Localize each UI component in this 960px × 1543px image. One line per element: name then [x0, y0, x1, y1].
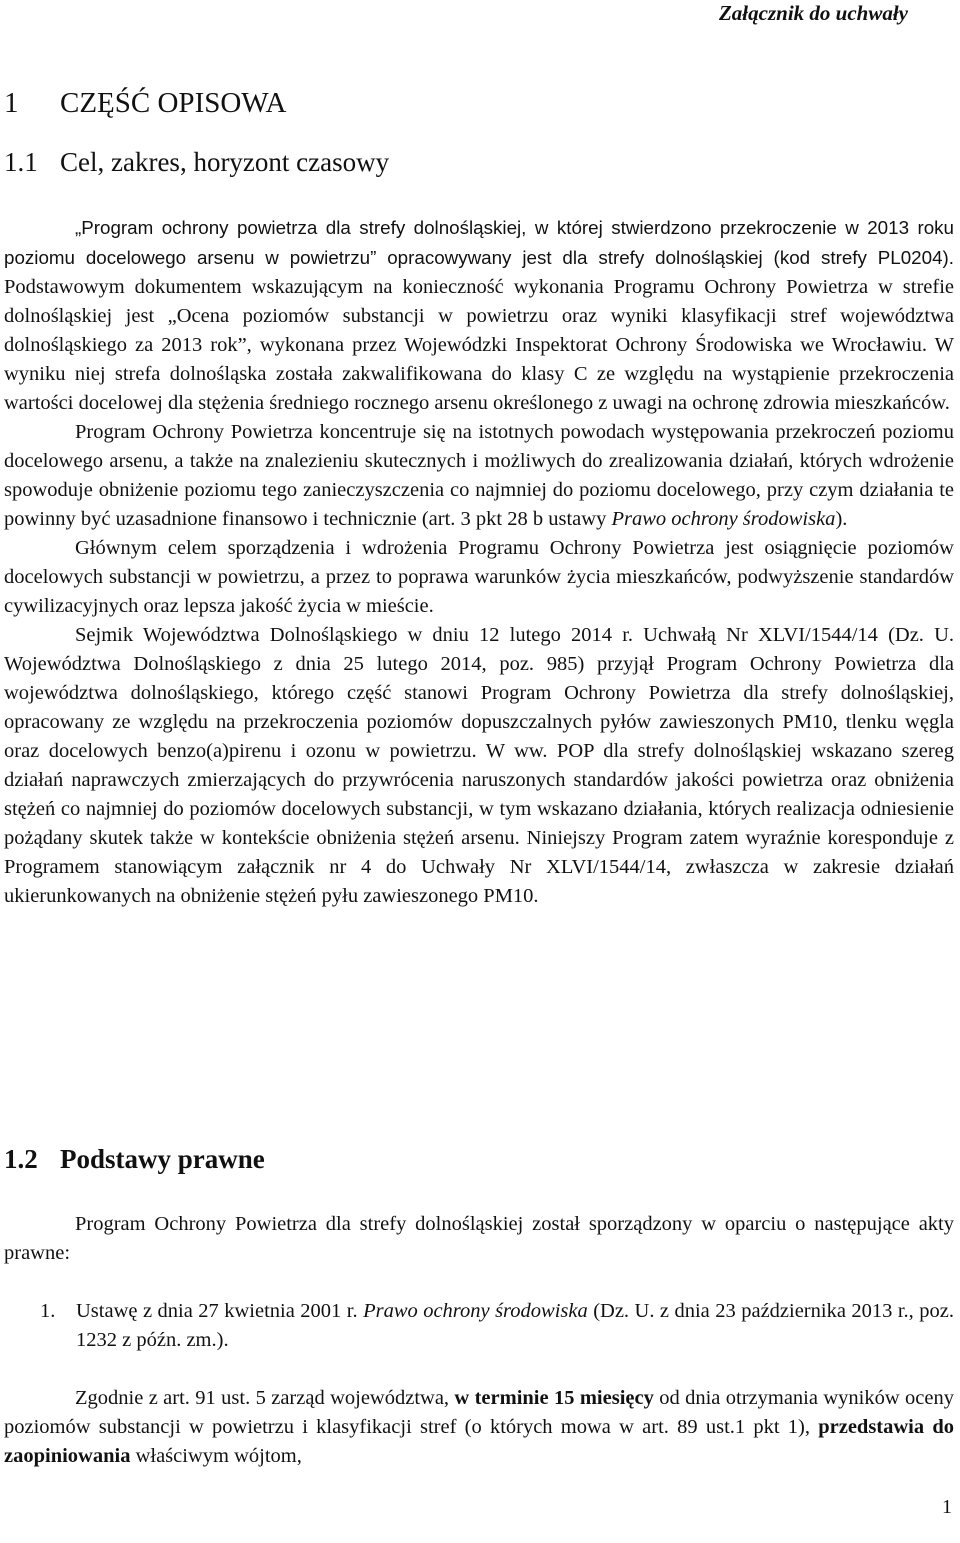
paragraph-4: Sejmik Województwa Dolnośląskiego w dniu 12 lutego 2014 r. Uchwałą Nr XLVI/1544/14 (Dz. U. Województwa Dolnośląskiego z dnia 25 lutego 2014, poz. 985) przyjął Program Ochrony Powietrza dla województwa dolnośląskiego, którego część stanowi Program Ochrony Powietrza dla strefy dolnośląskiej, opracowany ze względu na przekroczenia poziomów dopuszczalnych pyłów zawieszonych PM10, tlenku węgla oraz docelowych benzo(a)pirenu i ozonu w powietrzu. W ww. POP dla strefy dolnośląskiej wskazano szereg działań naprawczych zmierzających do przywrócenia naruszonych standardów jakości powietrza oraz obniżenia stężeń co najmniej do poziomów docelowych substancji, w tym wskazano działania, których realizacja odniesienie pożądany skutek także w kontekście obniżenia stężeń arsenu. Niniejszy Program zatem wyraźnie koresponduje z Programem stanowiącym załącznik nr 4 do Uchwały Nr XLVI/1544/14, zwłaszcza w zakresie działań ukierunkowanych na obniżenie stężeń pyłu zawieszonego PM10. [4, 624, 954, 907]
closing-text-3: właściwym wójtom, [130, 1445, 302, 1467]
closing-bold-1: w terminie 15 miesięcy [454, 1387, 654, 1409]
list-item-text-after: (Dz. U. z dnia 23 października 2013 r., poz. 1232 z późn. zm.). [76, 1300, 954, 1351]
closing-bold-2: przedstawia do zaopiniowania [4, 1416, 954, 1467]
section-heading-1-2 [4, 1143, 265, 1175]
chapter-title: CZĘŚĆ OPISOWA [60, 87, 287, 119]
closing-text-1: Zgodnie z art. 91 ust. 5 zarząd województwa, [75, 1387, 455, 1409]
section-1-1-body [4, 213, 954, 911]
attachment-label: Załącznik do uchwały [718, 1, 908, 25]
section-title: Cel, zakres, horyzont czasowy [60, 147, 390, 177]
list-item-italic: Prawo ochrony środowiska [363, 1300, 588, 1322]
paragraph-3: Głównym celem sporządzenia i wdrożenia Programu Ochrony Powietrza jest osiągnięcie poziomów docelowych substancji w powietrzu, a przez to poprawa warunków życia mieszkańców, podwyższenie standardów cywilizacyjnych oraz lepsza jakość życia w mieście. [4, 537, 954, 617]
section-number: 1.1 [4, 147, 38, 177]
paragraph-2 [4, 418, 954, 534]
list-item-text: Ustawę z dnia 27 kwietnia 2001 r. [76, 1300, 364, 1322]
paragraph-1 [4, 213, 954, 418]
chapter-heading [4, 86, 286, 120]
section-title: Podstawy prawne [60, 1144, 265, 1174]
paragraph-2-text: Program Ochrony Powietrza koncentruje się na istotnych powodach występowania przekroczeń poziomu docelowego arsenu, a także na znalezieniu skutecznych i możliwych do zrealizowania działań, których wdrożenie spowoduje obniżenie poziomu tego zanieczyszczenia co najmniej do poziomu docelowego, przy czym działania te powinny być uzasadnione finansowo i technicznie (art. 3 pkt 28 b ustawy [4, 421, 954, 530]
list-marker: 1. [40, 1300, 56, 1322]
program-title-text: „Program ochrony powietrza dla strefy dolnośląskiej, w której stwierdzono przekroczenie w 2013 roku poziomu docelowego arsenu w powietrzu” opracowywany jest dla strefy dolnośląskiej (kod strefy PL0204). [4, 217, 954, 268]
section-heading-1-1 [4, 146, 389, 178]
paragraph-2-italic: Prawo ochrony środowiska [611, 508, 836, 530]
list-item [4, 1297, 954, 1355]
chapter-number: 1 [4, 87, 19, 119]
section-1-2-closing [4, 1384, 954, 1471]
page-number: 1 [942, 1496, 952, 1518]
closing-text-2: od dnia otrzymania wyników oceny poziomów substancji w powietrzu i klasyfikacji stref (o których mowa w art. 89 ust.1 pkt 1), [4, 1387, 954, 1438]
closing-paragraph [4, 1384, 954, 1471]
section-number: 1.2 [4, 1144, 38, 1174]
section-1-2-intro [4, 1210, 954, 1268]
section-1-2-intro-text: Program Ochrony Powietrza dla strefy dolnośląskiej został sporządzony w oparciu o następujące akty prawne: [4, 1213, 954, 1264]
legal-acts-list [4, 1297, 954, 1355]
paragraph-1-text: Podstawowym dokumentem wskazującym na konieczność wykonania Programu Ochrony Powietrza w strefie dolnośląskiej jest „Ocena poziomów substancji w powietrzu oraz wyniki klasyfikacji stref województwa dolnośląskiego za 2013 rok”, wykonana przez Wojewódzki Inspektorat Ochrony Środowiska we Wrocławiu. W wyniku niej strefa dolnośląska została zakwalifikowana do klasy C ze względu na wystąpienie przekroczenia wartości docelowej dla stężenia średniego rocznego arsenu określonego z uwagi na ochronę zdrowia mieszkańców. [4, 276, 954, 414]
paragraph-2-end: ). [835, 508, 848, 530]
